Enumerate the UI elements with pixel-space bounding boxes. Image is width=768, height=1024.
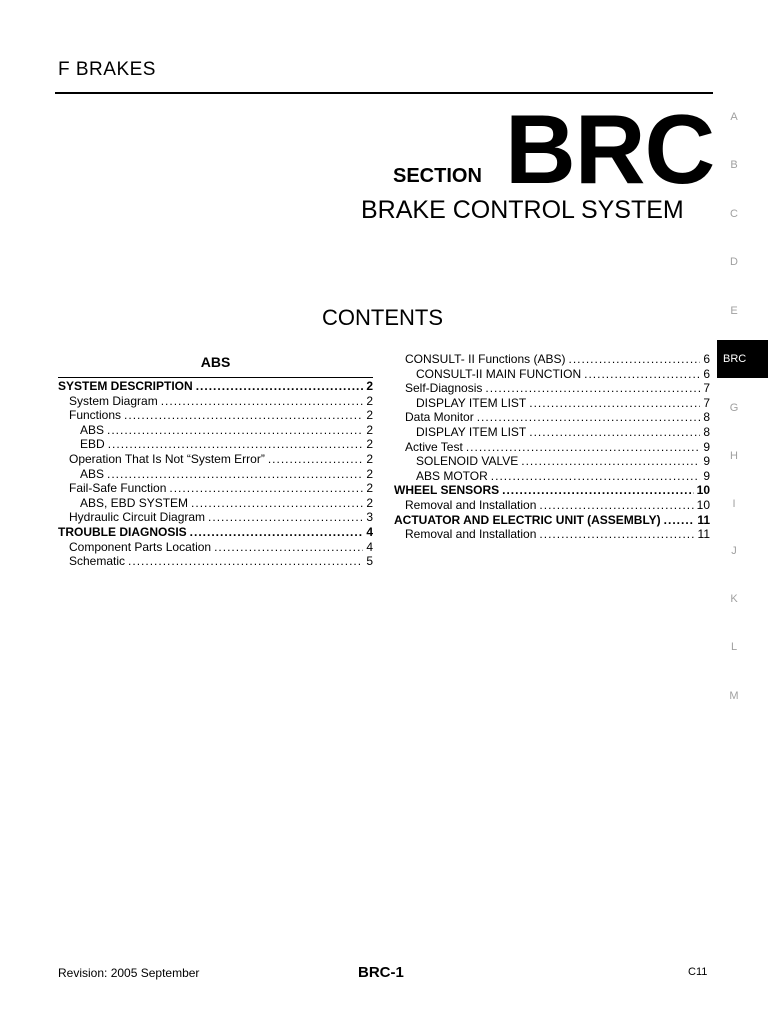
toc-entry[interactable] [58,437,373,452]
section-tab-d[interactable]: D [730,256,738,268]
toc-entry-label: Schematic [69,554,126,569]
toc-right-entries [394,352,710,542]
toc-entry[interactable] [394,440,710,455]
section-tab-b[interactable]: B [730,159,738,171]
toc-entry-page: 6 [703,352,710,366]
toc-leader-dots [521,454,700,469]
toc-entry-page: 2 [366,495,373,510]
toc-entry[interactable] [394,425,710,440]
section-tab-a[interactable]: A [730,111,738,123]
toc-entry-label: Removal and Installation [405,497,537,512]
section-label: SECTION [393,165,482,187]
toc-entry-page: 8 [703,424,710,439]
manual-chapter-title: F BRAKES [58,59,156,80]
section-tab-brc[interactable]: BRC [717,340,768,378]
toc-entry-page: 6 [703,366,710,381]
toc-entry-page: 9 [703,439,710,454]
section-tab-m[interactable]: M [729,690,739,702]
section-tab-e[interactable]: E [730,305,738,317]
toc-leader-dots [568,352,700,367]
toc-entry-label: Removal and Installation [405,527,537,542]
toc-leader-dots [108,437,364,452]
toc-entry-page: 2 [366,408,373,423]
toc-entry-page: 3 [366,510,373,525]
toc-entry[interactable] [58,379,373,394]
page-number: BRC-1 [358,964,404,981]
model-code: C11 [688,966,708,978]
toc-entry-label: ABS [80,466,105,481]
toc-entry-page: 2 [366,437,373,452]
toc-leader-dots [539,527,694,542]
toc-leader-dots [485,381,700,396]
toc-entry-page: 9 [703,468,710,483]
toc-entry-page: 2 [366,422,373,437]
toc-entry-page: 10 [696,497,710,512]
toc-leader-dots [268,452,363,467]
toc-entry[interactable] [394,454,710,469]
toc-entry[interactable] [58,496,373,511]
toc-leader-dots [107,467,363,482]
toc-leader-dots [491,469,701,484]
toc-entry[interactable] [394,483,710,498]
toc-entry-label: DISPLAY ITEM LIST [416,395,527,410]
section-tab-j[interactable]: J [731,545,737,557]
toc-leader-dots [161,394,364,409]
toc-leader-dots [477,410,701,425]
toc-entry-label: Operation That Is Not “System Error” [69,451,265,466]
toc-entry-label: DISPLAY ITEM LIST [416,424,527,439]
section-tab-k[interactable]: K [730,593,738,605]
toc-entry-page: 8 [703,410,710,425]
toc-entry-label: CONSULT- II Functions (ABS) [405,352,566,366]
toc-leader-dots [196,379,364,394]
toc-entry-label: SYSTEM DESCRIPTION [58,379,193,393]
toc-entry-label: SOLENOID VALVE [416,454,519,469]
toc-entry[interactable] [58,554,373,569]
section-code: BRC [505,94,715,204]
toc-leader-dots [529,396,700,411]
toc-entry-page: 2 [366,466,373,481]
section-tab-l[interactable]: L [730,641,738,653]
toc-entry[interactable] [394,410,710,425]
toc-entry-page: 11 [697,527,710,542]
toc-leader-dots [466,440,701,455]
toc-left-entries [58,379,373,569]
toc-entry-page: 11 [697,512,710,527]
section-tab-i[interactable]: I [732,498,736,510]
contents-heading: CONTENTS [322,305,443,330]
toc-leader-dots [128,554,363,569]
toc-entry-label: ABS MOTOR [416,468,488,483]
toc-leader-dots [190,525,364,540]
toc-entry-label: Component Parts Location [69,539,212,554]
toc-group-heading: ABS [200,354,231,370]
toc-entry-label: Self-Diagnosis [405,381,483,396]
toc-entry-page: 2 [366,481,373,496]
toc-entry-page: 2 [366,393,373,408]
toc-entry[interactable] [58,510,373,525]
toc-entry[interactable] [58,481,373,496]
toc-entry[interactable] [58,394,373,409]
toc-entry[interactable] [394,527,710,542]
toc-entry[interactable] [394,513,710,528]
toc-entry-label: System Diagram [69,393,158,408]
toc-entry[interactable] [394,498,710,513]
toc-entry-page: 9 [703,454,710,469]
toc-entry-page: 4 [366,539,373,554]
toc-entry-page: 4 [366,524,373,539]
toc-entry[interactable] [58,423,373,438]
toc-leader-dots [502,483,694,498]
toc-entry-label: ABS, EBD SYSTEM [80,495,189,510]
toc-leader-dots [169,481,363,496]
toc-entry-label: EBD [80,437,105,452]
toc-entry[interactable] [58,467,373,482]
toc-entry[interactable] [394,352,710,367]
toc-entry[interactable] [394,381,710,396]
toc-leader-dots [664,513,695,528]
toc-leader-dots [208,510,363,525]
toc-entry-label: Active Test [405,439,463,454]
toc-entry-page: 7 [703,381,710,396]
toc-entry[interactable] [394,396,710,411]
toc-leader-dots [539,498,693,513]
toc-entry[interactable] [394,367,710,382]
toc-leader-dots [191,496,363,511]
toc-entry-label: Functions [69,408,122,423]
toc-entry[interactable] [58,408,373,423]
toc-entry-page: 2 [366,451,373,466]
toc-entry[interactable] [58,540,373,555]
toc-entry[interactable] [58,452,373,467]
toc-group-rule [58,377,373,378]
section-tab-g[interactable]: G [729,402,739,414]
toc-leader-dots [107,423,363,438]
toc-entry-page: 10 [696,483,710,498]
toc-entry-page: 5 [366,554,373,569]
toc-leader-dots [584,367,700,382]
toc-leader-dots [214,540,363,555]
toc-entry-label: ABS [80,422,105,437]
toc-entry[interactable] [58,525,373,540]
toc-leader-dots [529,425,700,440]
toc-right-column [394,352,710,542]
toc-entry-page: 2 [366,379,373,393]
revision-date: Revision: 2005 September [58,966,200,980]
section-tab-h[interactable]: H [730,450,738,462]
toc-entry-label: Fail-Safe Function [69,481,167,496]
toc-left-column [58,352,373,569]
toc-entry-label: ACTUATOR AND ELECTRIC UNIT (ASSEMBLY) [394,512,661,527]
toc-entry-label: Data Monitor [405,410,474,425]
toc-entry-label: CONSULT-II MAIN FUNCTION [416,366,582,381]
toc-entry-label: TROUBLE DIAGNOSIS [58,524,187,539]
toc-entry[interactable] [394,469,710,484]
section-name: BRAKE CONTROL SYSTEM [361,196,684,224]
section-tab-c[interactable]: C [730,208,738,220]
toc-entry-label: WHEEL SENSORS [394,483,500,498]
toc-entry-page: 7 [703,395,710,410]
toc-entry-label: Hydraulic Circuit Diagram [69,510,206,525]
toc-leader-dots [124,408,363,423]
